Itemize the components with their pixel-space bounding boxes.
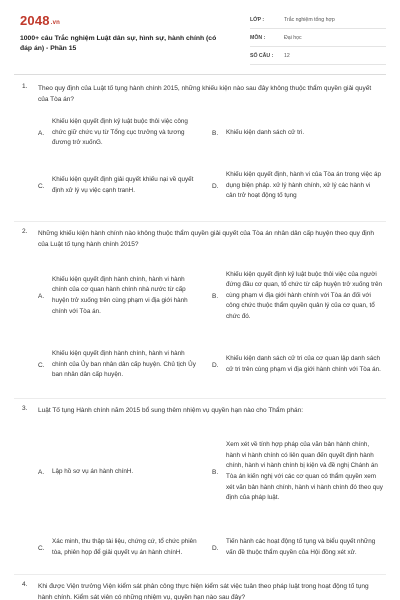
option-d[interactable] [212, 160, 382, 212]
document-title: 1000+ câu Trắc nghiệm Luật dân sự, hình sự, hành chính (có đáp án) - Phần 15 [20, 35, 217, 52]
question-number: 1. [22, 83, 28, 90]
meta-row-subject [250, 29, 386, 47]
option-text: Xem xét về tính hợp pháp của văn bản hành chính, hành vi hành chính có liên quan đến quyết định hành chính, hành vi hành chính bị kiện và đề nghị Chánh án Tòa án kiến nghị với các cơ quan có thẩm quyền xem xét văn bản hành chính, hành vi hành chính đó theo quy định của pháp luật. [226, 441, 383, 502]
meta-value-question-count: 12 [284, 52, 290, 59]
option-text: Khiếu kiện danh sách cử tri của cơ quan lập danh sách cử tri trên cùng phạm vi địa giới hành chính với Tòa án. [226, 355, 381, 373]
option-letter: D. [212, 361, 219, 369]
logo-text: 2048 [20, 13, 50, 28]
option-letter: C. [38, 182, 45, 190]
option-text: Khiếu kiện quyết định giải quyết khiếu nại về quyết định xử lý vụ việc cạnh tranH. [52, 176, 194, 194]
option-letter: B. [212, 468, 219, 476]
site-logo[interactable] [20, 13, 60, 28]
option-text: Xác minh, thu thập tài liệu, chứng cứ, tổ chức phiên tòa, phiên họp để giải quyết vụ án hành chínH. [52, 538, 197, 556]
option-letter: B. [212, 129, 219, 137]
option-a[interactable] [38, 112, 198, 154]
question-number: 3. [22, 405, 28, 412]
option-letter: A. [38, 292, 45, 300]
header-divider [14, 74, 386, 75]
option-text: Khiếu kiện quyết định, hành vi của Tòa án trong việc áp dụng biện pháp. xử lý hành chính, xử lý các hành vi cản trở hoạt động tố tụng [226, 171, 381, 200]
question-text: Luật Tố tụng Hành chính năm 2015 bổ sung thêm nhiệm vụ quyền hạn nào cho Thẩm phán: [38, 407, 304, 414]
option-text: Khiếu kiện danh sách cử tri. [226, 128, 305, 136]
option-c[interactable] [38, 160, 198, 212]
meta-info-table [250, 11, 386, 65]
header [0, 0, 400, 68]
option-letter: D. [212, 544, 219, 552]
option-letter: B. [212, 292, 219, 300]
option-a[interactable] [38, 258, 198, 334]
question-divider [14, 398, 386, 399]
option-letter: A. [38, 468, 45, 476]
option-c[interactable] [38, 530, 198, 566]
option-b[interactable] [212, 112, 382, 154]
option-text: Tiến hành các hoạt động tố tụng và biểu quyết những vấn đề thuộc thẩm quyền của Hội đồng xét xử. [226, 538, 376, 556]
question-text: Những khiếu kiện hành chính nào không thuộc thẩm quyền giải quyết của Tòa án nhân dân cấp huyện theo quy định của Luật tố tụng hành chính 2015? [38, 230, 374, 248]
option-text: Khiếu kiện quyết định hành chính, hành vi hành chính của cơ quan hành chính nhà nước từ cấp huyện trở xuống trên cùng phạm vi địa giới hành chính với Tòa án. [52, 275, 188, 315]
meta-key-question-count: SỐ CÂU : [250, 52, 274, 59]
option-text: Khiếu kiện quyết định hành chính, hành vi hành chính của Ủy ban nhân dân cấp huyện. Chủ tịch Ủy ban nhân dân cấp huyện. [52, 350, 196, 379]
question-number: 4. [22, 581, 28, 588]
meta-key-class: LỚP : [250, 16, 265, 23]
question-text: Theo quy định của Luật tố tụng hành chính 2015, những khiếu kiện nào sau đây không thuộc thẩm quyền giải quyết của Tòa án? [38, 85, 372, 103]
option-text: Khiếu kiện quyết định kỷ luật buộc thôi việc công chức giữ chức vụ từ Tổng cục trưởng và tương đương trở xuốnG. [52, 118, 188, 147]
logo-tld: .vn [50, 20, 61, 26]
option-letter: C. [38, 544, 45, 552]
option-letter: A. [38, 129, 45, 137]
option-b[interactable] [212, 424, 384, 520]
meta-row-class [250, 11, 386, 29]
option-d[interactable] [212, 340, 382, 390]
option-b[interactable] [212, 256, 384, 336]
option-d[interactable] [212, 530, 382, 566]
meta-key-subject: MÔN : [250, 34, 266, 41]
option-letter: C. [38, 361, 45, 369]
meta-value-class: Trắc nghiệm tổng hợp [284, 16, 335, 23]
question-number: 2. [22, 228, 28, 235]
option-a[interactable] [38, 424, 198, 520]
option-letter: D. [212, 182, 219, 190]
option-text: Khiếu kiện quyết định kỷ luật buộc thôi việc của người đứng đầu cơ quan, tổ chức từ cấp huyện trở xuống trên cùng phạm vi địa giới hành chính với Tòa án đối với công chức thuộc thẩm quyền quản lý của cơ quan, tổ chức đó. [226, 270, 383, 320]
meta-row-question-count [250, 47, 386, 65]
question-divider [14, 221, 386, 222]
option-c[interactable] [38, 340, 198, 390]
meta-value-subject: Đại học [284, 34, 302, 41]
question-divider [14, 574, 386, 575]
question-text: Khi được Viện trưởng Viện kiểm sát phân công thực hiện kiểm sát việc tuân theo pháp luật trong hoạt động tố tụng hành chính. Kiểm sát viên có những nhiệm vụ, quyền hạn nào sau đây? [38, 583, 369, 600]
option-text: Lập hồ sơ vụ án hành chínH. [52, 467, 134, 475]
